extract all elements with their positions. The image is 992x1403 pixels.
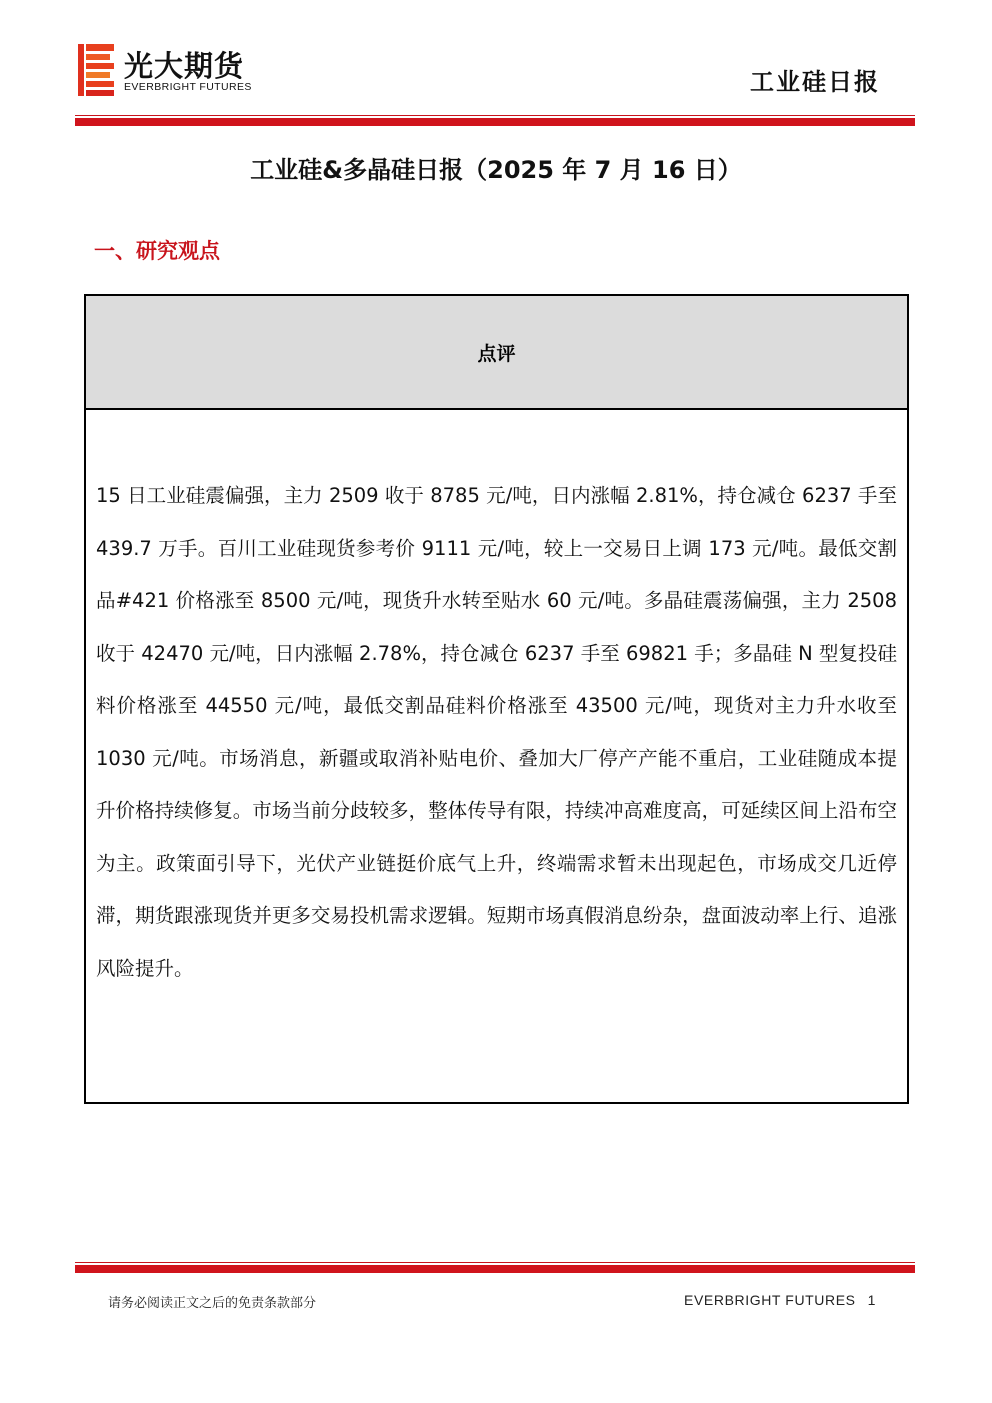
everbright-logo-icon — [76, 42, 116, 98]
report-type-title: 工业硅日报 — [750, 68, 880, 96]
section-heading: 一、研究观点 — [94, 239, 220, 263]
company-logo — [76, 42, 286, 98]
footer-brand-block — [684, 1292, 876, 1308]
footer-brand: EVERBRIGHT FUTURES — [684, 1292, 856, 1308]
logo-english-name: EVERBRIGHT FUTURES — [124, 81, 252, 93]
comment-text: 15 日工业硅震偏强，主力 2509 收于 8785 元/吨，日内涨幅 2.81%，持仓减仓 6237 手至 439.7 万手。百川工业硅现货参考价 9111 元/吨，较上一交易日上调 173 元/吨。最低交割品#421 价格涨至 8500 元/吨，现货升水转至贴水 60 元/吨。多晶硅震荡偏强，主力 2508 收于 42470 元/吨，日内涨幅 2.78%，持仓减仓 6237 手至 69821 手；多晶硅 N 型复投硅料价格涨至 44550 元/吨，最低交割品硅料价格涨至 43500 元/吨，现货对主力升水收至 1030 元/吨。市场消息，新疆或取消补贴电价、叠加大厂停产产能不重启，工业硅随成本提升价格持续修复。市场当前分歧较多，整体传导有限，持续冲高难度高，可延续区间上沿布空为主。政策面引导下，光伏产业链挺价底气上升，终端需求暂未出现起色，市场成交几近停滞，期货跟涨现货并更多交易投机需求逻辑。短期市场真假消息纷杂，盘面波动率上行、追涨风险提升。 — [96, 484, 897, 980]
logo-chinese-name: 光大期货 — [124, 49, 245, 83]
comment-table-header: 点评 — [86, 296, 907, 410]
footer-divider — [75, 1262, 915, 1273]
comment-table — [84, 294, 909, 1104]
disclaimer-note: 请务必阅读正文之后的免责条款部分 — [108, 1296, 317, 1311]
document-title: 工业硅&多晶硅日报（2025 年 7 月 16 日） — [250, 156, 742, 184]
page-number: 1 — [867, 1292, 876, 1308]
header-divider — [75, 115, 915, 126]
